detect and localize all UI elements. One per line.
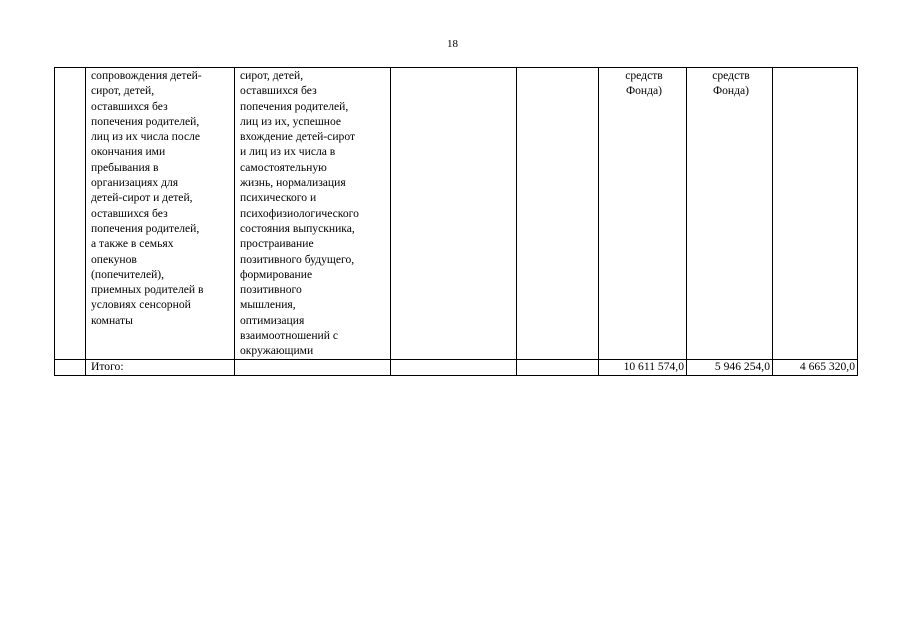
funding-source-cell-fund: средств Фонда) [687,68,773,360]
total-sum-all: 10 611 574,0 [599,359,687,375]
total-empty-cell-3 [235,359,391,375]
row-number-cell [55,68,86,360]
table-row [55,68,858,360]
page-number: 18 [447,38,458,50]
event-name-cell: сопровождения детей- сирот, детей, оставшихся без попечения родителей, лиц из их числа после окончания ими пребывания в организациях для детей-сирот и детей, оставшихся без попечения родителей, а также в семьях опекунов (попечителей), приемных родителей в условиях сенсорной комнаты [86,68,235,360]
total-row-number-cell [55,359,86,375]
total-sum-fund: 5 946 254,0 [687,359,773,375]
total-empty-cell-4 [391,359,517,375]
total-empty-cell-5 [517,359,599,375]
total-label: Итого: [86,359,235,375]
empty-cell-5 [517,68,599,360]
budget-table [54,67,858,376]
total-row [55,359,858,375]
empty-cell-4 [391,68,517,360]
total-sum-other: 4 665 320,0 [773,359,858,375]
funding-source-cell-total: средств Фонда) [599,68,687,360]
expected-result-cell: сирот, детей, оставшихся без попечения родителей, лиц из их, успешное вхождение детей-сирот и лиц из их числа в самостоятельную жизнь, нормализация психического и психофизиологического состояния выпускника, простраивание позитивного будущего, формирование позитивного мышления, оптимизация взаимоотношений с окружающими [235,68,391,360]
empty-cell-8 [773,68,858,360]
